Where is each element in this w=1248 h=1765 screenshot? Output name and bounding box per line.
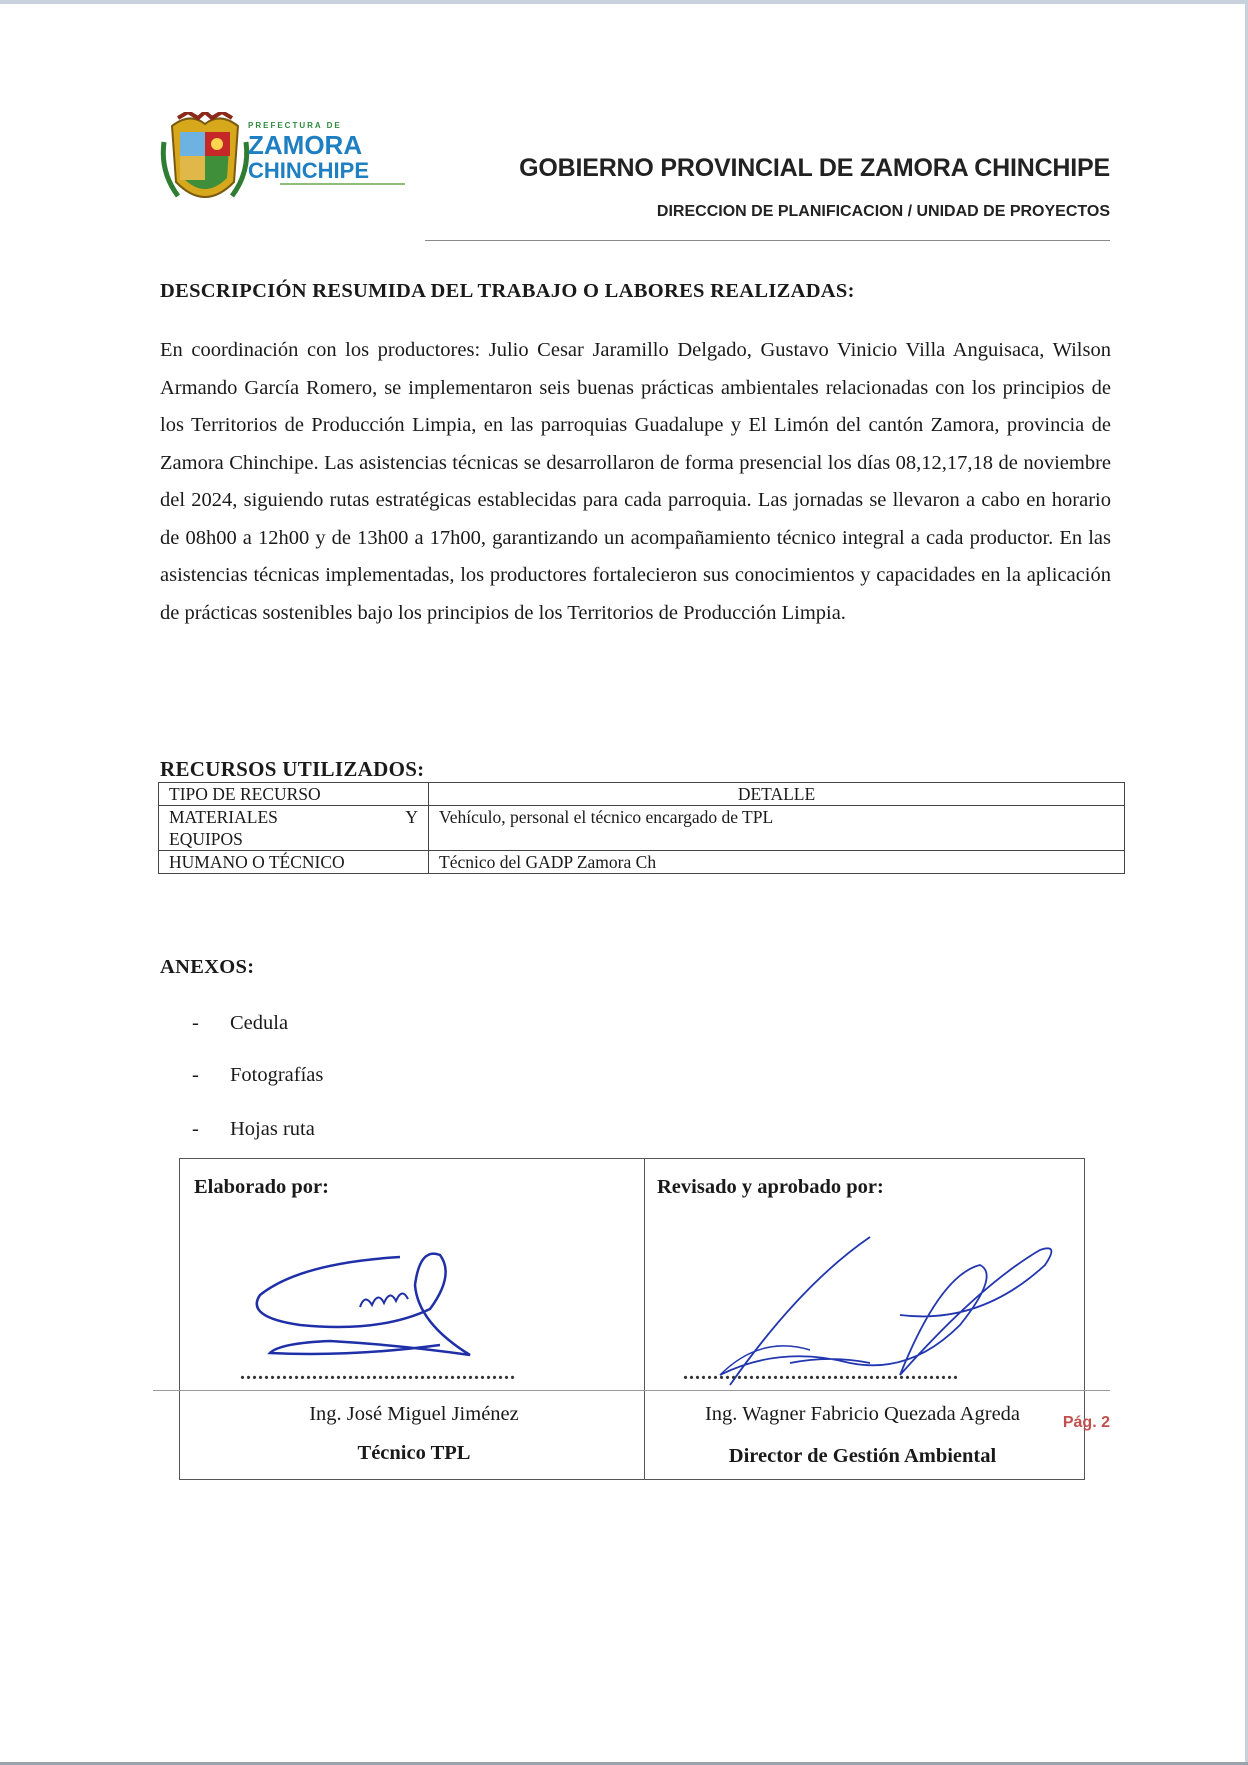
- list-bullet: -: [192, 1064, 199, 1086]
- organization-title: GOBIERNO PROVINCIAL DE ZAMORA CHINCHIPE: [519, 154, 1110, 182]
- list-item-label: Hojas ruta: [230, 1118, 315, 1140]
- list-item: [192, 1064, 323, 1087]
- list-item: [192, 1118, 315, 1141]
- list-item-label: Cedula: [230, 1012, 289, 1034]
- table-header-detail: DETALLE: [429, 783, 1125, 806]
- signature-line-right: ..............................................: [683, 1362, 959, 1384]
- svg-text:PREFECTURA DE: PREFECTURA DE: [248, 121, 342, 130]
- table-cell-type-part: EQUIPOS: [169, 829, 243, 849]
- table-cell-detail: Técnico del GADP Zamora Ch: [429, 851, 1125, 874]
- table-row: [159, 851, 1125, 874]
- resources-title: RECURSOS UTILIZADOS:: [160, 757, 425, 781]
- department-subtitle: DIRECCION DE PLANIFICACION / UNIDAD DE PROYECTOS: [656, 203, 1110, 220]
- signature-line-left: ..............................................: [240, 1362, 516, 1384]
- summary-paragraph: En coordinación con los productores: Julio Cesar Jaramillo Delgado, Gustavo Vinicio Villa Anguisaca, Wilson Armando García Romero, se implementaron seis buenas prácticas ambientales relacionadas con los principios de los Territorios de Producción Limpia, en las parroquias Guadalupe y El Limón del cantón Zamora, provincia de Zamora Chinchipe. Las asistencias técnicas se desarrollaron de forma presencial los días 08,12,17,18 de noviembre del 2024, siguiendo rutas estratégicas establecidas para cada parroquia. Las jornadas se llevaron a cabo en horario de 08h00 a 12h00 y de 13h00 a 17h00, garantizando un acompañamiento técnico integral a cada productor. En las asistencias técnicas implementadas, los productores fortalecieron sus conocimientos y capacidades en la aplicación de prácticas sostenibles bajo los principios de los Territorios de Producción Limpia.: [160, 339, 1111, 624]
- resources-table: [158, 782, 1125, 874]
- svg-text:ZAMORA: ZAMORA: [248, 130, 363, 160]
- coat-of-arms-icon: [160, 112, 410, 222]
- page-number: Pág. 2: [1062, 1414, 1110, 1431]
- scan-edge-top: [0, 0, 1248, 4]
- approved-by-role: Director de Gestión Ambiental: [728, 1445, 997, 1467]
- list-bullet: -: [192, 1118, 199, 1140]
- list-bullet: -: [192, 1012, 199, 1034]
- table-row: [159, 806, 1125, 851]
- table-cell-detail: Vehículo, personal el técnico encargado de TPL: [429, 806, 1125, 851]
- table-cell-type: HUMANO O TÉCNICO: [159, 851, 429, 874]
- list-item-label: Fotografías: [230, 1064, 324, 1086]
- prepared-by-heading: Elaborado por:: [194, 1176, 329, 1198]
- signature-left-icon: [240, 1245, 500, 1370]
- approved-by-name: Ing. Wagner Fabricio Quezada Agreda: [704, 1403, 1021, 1425]
- table-cell-type-part: MATERIALES: [169, 807, 278, 827]
- list-item: [192, 1012, 288, 1035]
- prefectura-logo: [160, 112, 410, 222]
- summary-title: DESCRIPCIÓN RESUMIDA DEL TRABAJO O LABORES REALIZADAS:: [160, 280, 855, 302]
- table-header-type: TIPO DE RECURSO: [159, 783, 429, 806]
- prepared-by-role: Técnico TPL: [357, 1442, 471, 1464]
- signature-divider: [644, 1158, 645, 1480]
- table-cell-type-part: Y: [405, 807, 418, 827]
- footer-divider: [153, 1390, 1110, 1391]
- table-cell-type: [159, 806, 429, 851]
- svg-text:CHINCHIPE: CHINCHIPE: [248, 158, 370, 183]
- prepared-by-name: Ing. José Miguel Jiménez: [309, 1403, 519, 1425]
- table-header-row: [159, 783, 1125, 806]
- approved-by-heading: Revisado y aprobado por:: [657, 1176, 884, 1198]
- annexes-title: ANEXOS:: [160, 956, 255, 978]
- header-divider: [425, 240, 1110, 241]
